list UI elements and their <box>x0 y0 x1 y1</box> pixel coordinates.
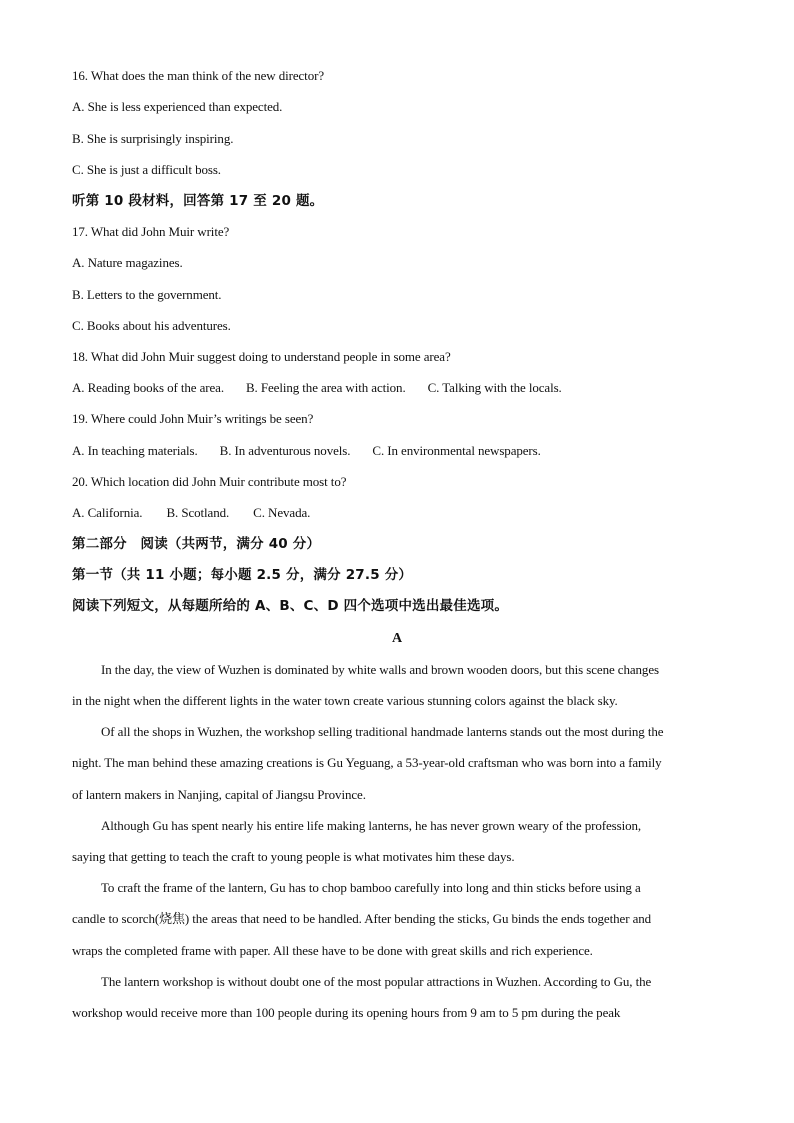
passage-line: night. The man behind these amazing creations is Gu Yeguang, a 53-year-old craftsman who was born into a family <box>72 755 662 770</box>
passage-line: Although Gu has spent nearly his entire life making lanterns, he has never grown weary of the profession, <box>101 818 642 833</box>
q17-option-c: C. Books about his adventures. <box>72 318 231 333</box>
passage-line: candle to scorch(烧焦) the areas that need to be handled. After bending the sticks, Gu binds the ends together and <box>72 911 652 926</box>
passage-line: workshop would receive more than 100 people during its opening hours from 9 am to 5 pm during the peak <box>72 1005 621 1020</box>
instruction-text: 阅读下列短文，从每题所给的 A、B、C、D 四个选项中选出最佳选项。 <box>72 598 509 614</box>
q19-option-b: B. In adventurous novels. <box>219 443 351 458</box>
question-17: 17. What did John Muir write? <box>72 224 230 239</box>
section1-heading: 第一节（共 11 小题；每小题 2.5 分，满分 27.5 分） <box>72 567 413 583</box>
q19-option-a: A. In teaching materials. <box>72 443 198 458</box>
q18-option-c: C. Talking with the locals. <box>427 380 562 395</box>
q20-options <box>72 505 310 521</box>
question-19: 19. Where could John Muir’s writings be seen? <box>72 411 314 426</box>
passage-line: In the day, the view of Wuzhen is dominated by white walls and brown wooden doors, but this scene changes <box>101 662 659 677</box>
question-20: 20. Which location did John Muir contribute most to? <box>72 474 347 489</box>
q19-options <box>72 443 541 459</box>
section10-heading: 听第 10 段材料，回答第 17 至 20 题。 <box>72 193 324 209</box>
q18-options <box>72 380 562 396</box>
q20-option-b: B. Scotland. <box>166 505 230 520</box>
q19-option-c: C. In environmental newspapers. <box>372 443 541 458</box>
q20-option-c: C. Nevada. <box>253 505 311 520</box>
question-16: 16. What does the man think of the new director? <box>72 68 324 83</box>
part2-heading: 第二部分 阅读（共两节，满分 40 分） <box>72 536 321 552</box>
passage-line: saying that getting to teach the craft to young people is what motivates him these days. <box>72 849 515 864</box>
passage-line: wraps the completed frame with paper. All these have to be done with great skills and rich experience. <box>72 943 593 958</box>
passage-line: To craft the frame of the lantern, Gu has to chop bamboo carefully into long and thin sticks before using a <box>101 880 641 895</box>
q16-option-b: B. She is surprisingly inspiring. <box>72 131 234 146</box>
question-18: 18. What did John Muir suggest doing to understand people in some area? <box>72 349 451 364</box>
q16-option-a: A. She is less experienced than expected. <box>72 99 283 114</box>
q17-option-b: B. Letters to the government. <box>72 287 222 302</box>
q18-option-b: B. Feeling the area with action. <box>245 380 406 395</box>
q16-option-c: C. She is just a difficult boss. <box>72 162 221 177</box>
passage-title: A <box>391 631 402 646</box>
q20-option-a: A. California. <box>72 505 143 520</box>
passage-line: in the night when the different lights in the water town create various stunning colors against the black sky. <box>72 693 618 708</box>
q17-option-a: A. Nature magazines. <box>72 255 183 270</box>
passage-line: of lantern makers in Nanjing, capital of Jiangsu Province. <box>72 787 366 802</box>
passage-line: Of all the shops in Wuzhen, the workshop selling traditional handmade lanterns stands out the most during the <box>101 724 664 739</box>
q18-option-a: A. Reading books of the area. <box>72 380 224 395</box>
passage-line: The lantern workshop is without doubt one of the most popular attractions in Wuzhen. According to Gu, the <box>101 974 652 989</box>
